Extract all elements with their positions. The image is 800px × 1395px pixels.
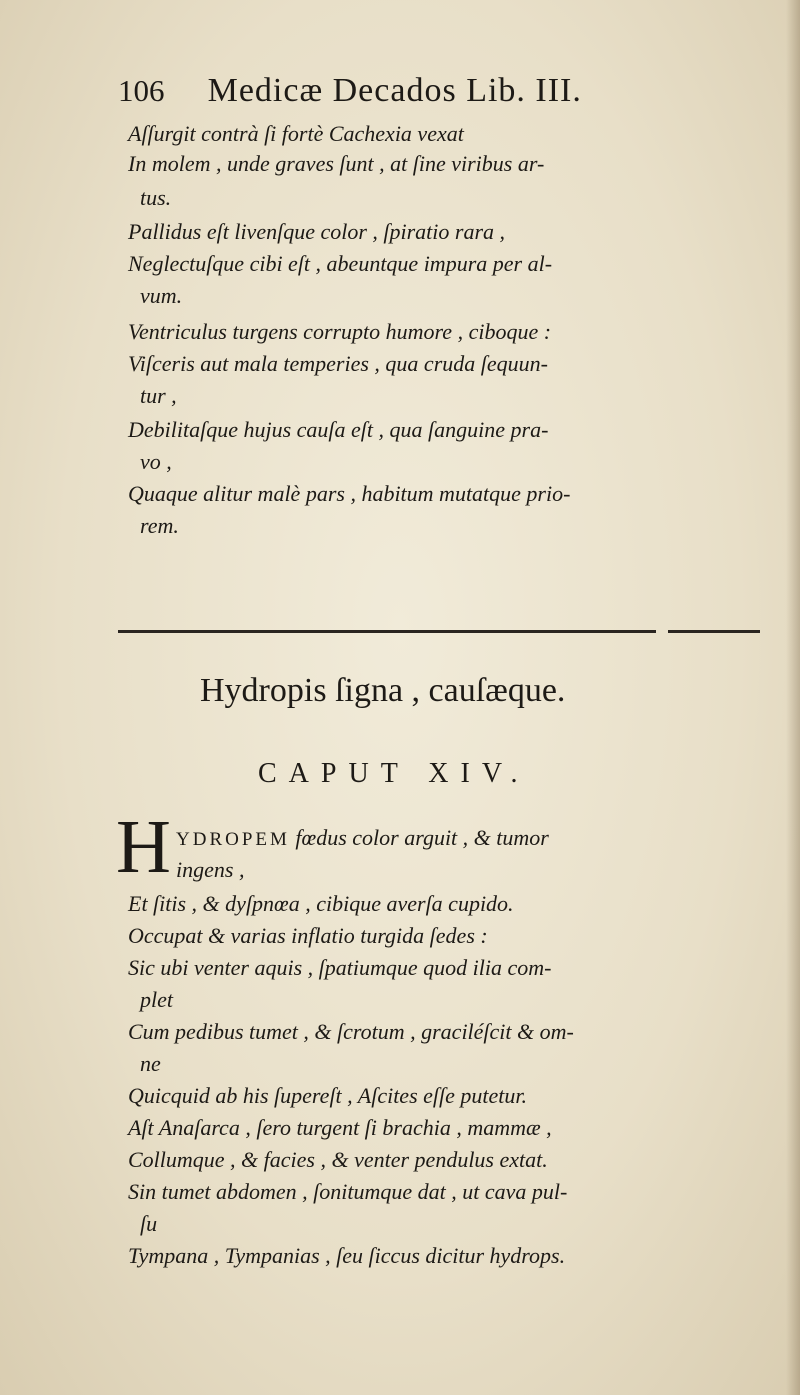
verse-line: Pallidus eſt livenſque color , ſpiratio rara , [128, 219, 506, 244]
section-divider-rule [668, 630, 760, 633]
verse-line: Viſceris aut mala temperies , qua cruda ſequun- [128, 351, 548, 376]
verse-line: Occupat & varias inflatio turgida ſedes : [128, 923, 488, 948]
verse-line: ne [140, 1051, 161, 1076]
verse-line: ſu [140, 1211, 158, 1236]
verse-line: rem. [140, 513, 179, 538]
verse-line: Collumque , & facies , & venter pendulus extat. [128, 1147, 548, 1172]
chapter-title: CAPUT XIV. [258, 758, 530, 789]
first-word-smallcaps: YDROPEM [176, 829, 290, 850]
running-head: Medicæ Decados Lib. III. [207, 72, 582, 109]
verse-line: ingens , [176, 857, 245, 882]
verse-line: Sic ubi venter aquis , ſpatiumque quod ilia com- [128, 955, 552, 980]
verse-line: Debilitaſque hujus cauſa eſt , qua ſanguine pra- [128, 417, 549, 442]
page-header [118, 72, 718, 116]
first-line-rest: fœdus color arguit , & tumor [289, 825, 549, 850]
verse-line: Et ſitis , & dyſpnœa , cibique averſa cupido. [128, 891, 514, 916]
verse-line: tus. [140, 185, 172, 210]
verse-line: Aſt Anaſarca , ſero turgent ſi brachia , mammæ , [128, 1115, 552, 1140]
verse-line: Neglectuſque cibi eſt , abeuntque impura per al- [128, 251, 553, 276]
verse-line: Quaque alitur malè pars , habitum mutatque prio- [128, 481, 571, 506]
verse-line: vo , [140, 449, 172, 474]
verse-line: Tympana , Tympanias , ſeu ſiccus dicitur hydrops. [128, 1243, 566, 1268]
verse-line: In molem , unde graves ſunt , at ſine viribus ar- [128, 151, 545, 176]
section-divider-rule [118, 630, 656, 633]
verse-line: tur , [140, 383, 177, 408]
verse-line: Quicquid ab his ſupereſt , Aſcites eſſe putetur. [128, 1083, 527, 1108]
section-title: Hydropis ſigna , cauſæque. [200, 672, 566, 709]
verse-line: Sin tumet abdomen , ſonitumque dat , ut cava pul- [128, 1179, 568, 1204]
verse-line: Ventriculus turgens corrupto humore , ciboque : [128, 319, 552, 344]
verse-line [176, 824, 800, 854]
drop-cap-initial: H [116, 805, 171, 889]
verse-line: plet [140, 987, 173, 1012]
page-edge-shadow [786, 0, 800, 1395]
page-number: 106 [118, 73, 165, 108]
verse-line: Cum pedibus tumet , & ſcrotum , graciléſcit & om- [128, 1019, 574, 1044]
verse-line: Aſſurgit contrà ſi fortè Cachexia vexat [128, 121, 464, 146]
verse-line: vum. [140, 283, 183, 308]
